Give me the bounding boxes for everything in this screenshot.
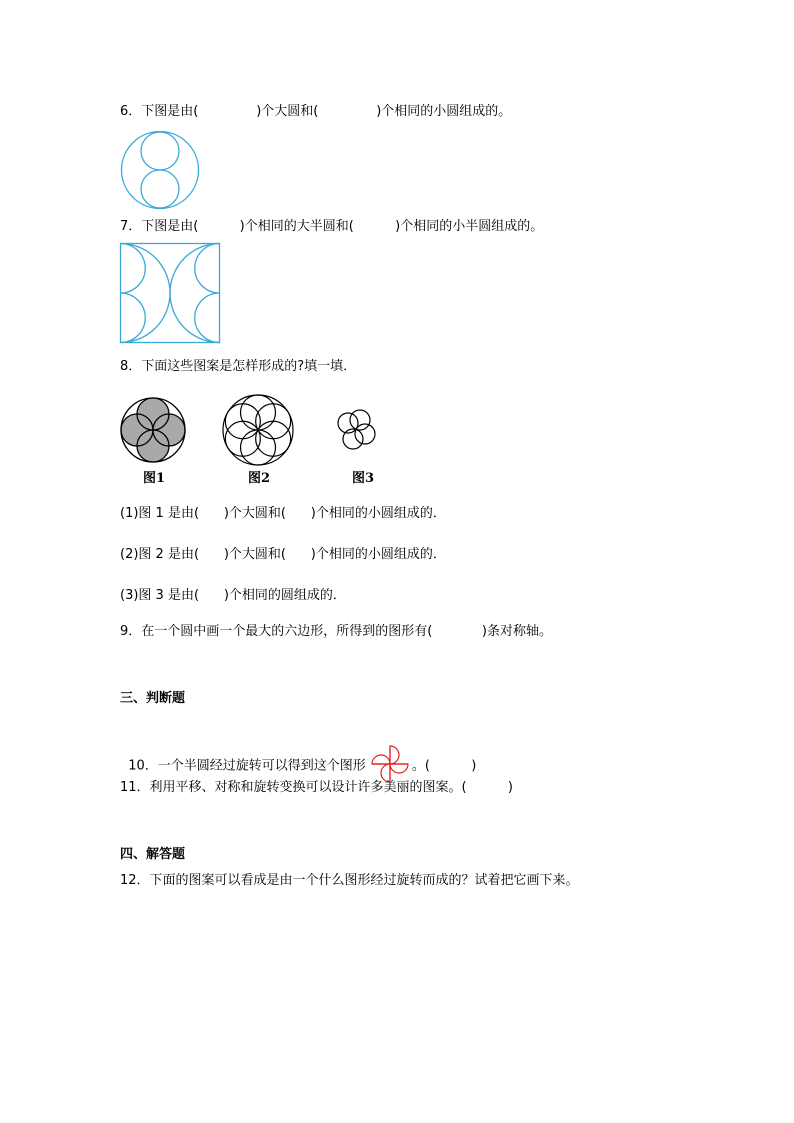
question-9: 9．在一个圆中画一个最大的六边形，所得到的图形有( )条对称轴。: [120, 624, 553, 639]
question-8-sub-1: (1)图 1 是由( )个大圆和( )个相同的小圆组成的．: [120, 506, 446, 521]
question-8-sub-3: (3)图 3 是由( )个相同的圆组成的．: [120, 588, 346, 603]
question-6: 6．下图是由( )个大圆和( )个相同的小圆组成的。: [120, 104, 512, 119]
question-10-answer-blank: 。( ): [411, 758, 477, 774]
question-7: 7．下图是由( )个相同的大半圆和( )个相同的小半圆组成的。: [120, 219, 544, 234]
question-8: 8．下面这些图案是怎样形成的?填一填．: [120, 359, 357, 374]
section-4-title: 四、解答题: [120, 847, 186, 862]
q7-semicircle-figure: [120, 243, 220, 343]
figure-2-caption: 图2: [248, 471, 271, 486]
section-3-title: 三、判断题: [120, 691, 186, 706]
question-10: [120, 733, 476, 781]
q8-figure-2: [222, 394, 294, 466]
figure-1-caption: 图1: [143, 471, 166, 486]
q6-circle-figure: [120, 130, 200, 210]
figure-3-caption: 图3: [352, 471, 375, 486]
question-8-sub-2: (2)图 2 是由( )个大圆和( )个相同的小圆组成的．: [120, 547, 446, 562]
q8-figure-1: [120, 397, 186, 463]
q8-figure-3: [334, 410, 378, 450]
pinwheel-figure: [366, 751, 412, 781]
question-11: 11．利用平移、对称和旋转变换可以设计许多美丽的图案。( ): [120, 780, 514, 795]
question-12: 12．下面的图案可以看成是由一个什么图形经过旋转而成的？试着把它画下来。: [120, 873, 579, 888]
question-10-text: 10．一个半圆经过旋转可以得到这个图形: [128, 758, 366, 774]
